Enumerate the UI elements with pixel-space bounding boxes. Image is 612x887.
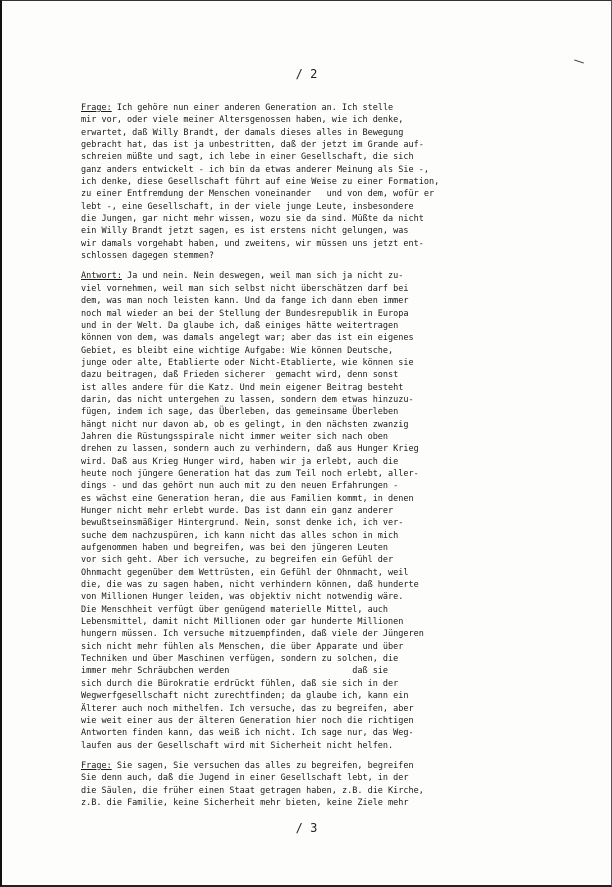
text-line: z.B. die Familie, keine Sicherheit mehr bieten, keine Ziele mehr (81, 797, 409, 808)
text-line: Antworten finden kann, das weiß ich nicht. Ich sage nur, das Weg- (81, 728, 414, 739)
text-line: können von dem, was damals angelegt war; aber das ist ein eigenes (81, 333, 414, 344)
text-line: zu einer Entfremdung der Menschen voneinander und von dem, wofür er (81, 189, 435, 200)
text-line: hängt nicht nur davon ab, ob es gelingt, in den nächsten zwanzig (81, 419, 409, 430)
text-line: drehen zu lassen, sondern auch zu verhindern, daß aus Hunger Krieg (81, 444, 419, 455)
text-line: Lebensmittel, damit nicht Millionen oder gar hunderte Millionen (81, 617, 404, 628)
text-line: schreien müßte und sagt, ich lebe in einer Gesellschaft, die sich (81, 152, 414, 163)
text-line: sich nicht mehr fühlen als Menschen, die über Apparate und über (81, 641, 404, 652)
text-line: Wegwerfgesellschaft nicht zurechtfinden; da glaube ich, kann ein (81, 691, 409, 702)
text-line: die Säulen, die früher einen Staat getragen haben, z.B. die Kirche, (81, 785, 424, 796)
text-line: vor sich geht. Aber ich versuche, zu begreifen ein Gefühl der (81, 555, 394, 566)
text-line: wird. Daß aus Krieg Hunger wird, haben wir ja erlebt, auch die (81, 456, 399, 467)
text-line: wie weit einer aus der älteren Generation hier noch die richtigen (81, 715, 414, 726)
text-line: darin, das nicht untergehen zu lassen, sondern dem etwas hinzuzu- (81, 394, 414, 405)
text-line: wir damals vorgehabt haben, und zweitens, wir müssen uns jetzt ent- (81, 238, 424, 249)
text-line: ganz anders entwickelt - ich bin da etwas anderer Meinung als Sie -, (81, 164, 429, 175)
page-number-top: / 2 (295, 67, 318, 81)
text-line: sich durch die Bürokratie erdrückt fühlen, daß sie sich in der (81, 678, 399, 689)
question-paragraph-1 (81, 102, 561, 262)
text-line: junge oder alte, Etablierte oder Nicht-Etablierte, wie können sie (81, 357, 414, 368)
transcript-body (81, 102, 561, 809)
text-line: ein Willy Brandt jetzt sagen, es ist erstens nicht gelungen, was (81, 226, 409, 237)
text-line: suche dem nachzuspüren, ich kann nicht das alles schon in mich (81, 530, 399, 541)
margin-mark (574, 59, 584, 63)
text-line: Frage: Ich gehöre nun einer anderen Generation an. Ich stelle (81, 103, 394, 113)
text-line: Techniken und über Maschinen verfügen, sondern zu solchen, die (81, 654, 399, 665)
text-line: die, die was zu sagen haben, nicht verhindern können, daß hunderte (81, 580, 419, 591)
text-line: lebt -, eine Gesellschaft, in der viele junge Leute, insbesondere (81, 201, 414, 212)
text-line: bewußtseinsmäßiger Hintergrund. Nein, sonst denke ich, ich ver- (81, 518, 404, 529)
text-line: noch mal wieder an bei der Stellung der Bundesrepublik in Europa (81, 308, 409, 319)
page-number-bottom: / 3 (295, 821, 318, 835)
text-line: gebracht hat, das ist ja unbestritten, daß der jetzt im Grande auf- (81, 140, 424, 151)
text-line: Hunger nicht mehr erlebt wurde. Das ist dann ein ganz anderer (81, 506, 394, 516)
text-line: es wächst eine Generation heran, die aus Familien kommt, in denen (81, 493, 414, 504)
text-line: dazu beitragen, daß Frieden sicherer gemacht wird, denn sonst (81, 370, 399, 381)
speaker-label-question: Frage: (81, 103, 112, 113)
text-line: dings - und das gehört nun auch mit zu den neuen Erfahrungen - (81, 481, 399, 492)
text-line: Ohnmacht gegenüber dem Wettrüsten, ein Gefühl der Ohnmacht, weil (81, 567, 409, 578)
text-line: Gebiet, es bleibt eine wichtige Aufgabe: Wie können Deutsche, (81, 345, 394, 356)
answer-paragraph (81, 270, 561, 751)
text-line: laufen aus der Gesellschaft wird mit Sicherheit nicht helfen. (81, 740, 394, 751)
text-line: viel vornehmen, weil man sich selbst nicht überschätzen darf bei (81, 283, 409, 294)
text-line: von Millionen Hunger leiden, was objektiv nicht notwendig wäre. (81, 592, 404, 603)
text-line: ist alles andere für die Katz. Und mein eigener Beitrag besteht (81, 382, 404, 393)
text-line: heute noch jüngere Generation hat das zum Teil noch erlebt, aller- (81, 468, 419, 479)
text-line: dem, was man noch leisten kann. Und da fange ich dann eben immer (81, 296, 409, 307)
text-line: immer mehr Schräubchen werden daß sie (81, 666, 389, 677)
text-line: und in der Welt. Da glaube ich, daß einiges hätte weitertragen (81, 320, 399, 331)
text-line: erwartet, daß Willy Brandt, der damals dieses alles in Bewegung (81, 127, 404, 138)
text-line: Sie denn auch, daß die Jugend in einer Gesellschaft lebt, in der (81, 773, 409, 784)
text-line: die Jungen, gar nicht mehr wissen, wozu sie da sind. Müßte da nicht (81, 214, 424, 225)
text-line: Antwort: Ja und nein. Nein deswegen, weil man sich ja nicht zu- (81, 271, 404, 282)
text-line: Frage: Sie sagen, Sie versuchen das alles zu begreifen, begreifen (81, 760, 414, 771)
text-line: Die Menschheit verfügt über genügend materielle Mittel, auch (81, 604, 389, 615)
text-line: aufgenommen haben und begreifen, was bei den jüngeren Leuten (81, 543, 389, 554)
text-line: Älterer auch noch mithelfen. Ich versuche, das zu begreifen, aber (81, 703, 414, 714)
text-line: hungern müssen. Ich versuche mitzuempfinden, daß viele der Jüngeren (81, 629, 424, 640)
text-line: Jahren die Rüstungsspirale nicht immer weiter sich nach oben (81, 431, 389, 442)
text-line: fügen, indem ich sage, das Überleben, das gemeinsame Überleben (81, 407, 399, 418)
text-line: mir vor, oder viele meiner Altersgenossen haben, wie ich denke, (81, 115, 404, 126)
question-paragraph-2 (81, 760, 561, 809)
speaker-label-answer: Antwort: (81, 271, 122, 282)
text-line: ich denke, diese Gesellschaft führt auf eine Weise zu einer Formation, (81, 177, 440, 188)
text-line: schlossen dagegen stemmen? (81, 251, 215, 262)
speaker-label-question: Frage: (81, 760, 112, 771)
